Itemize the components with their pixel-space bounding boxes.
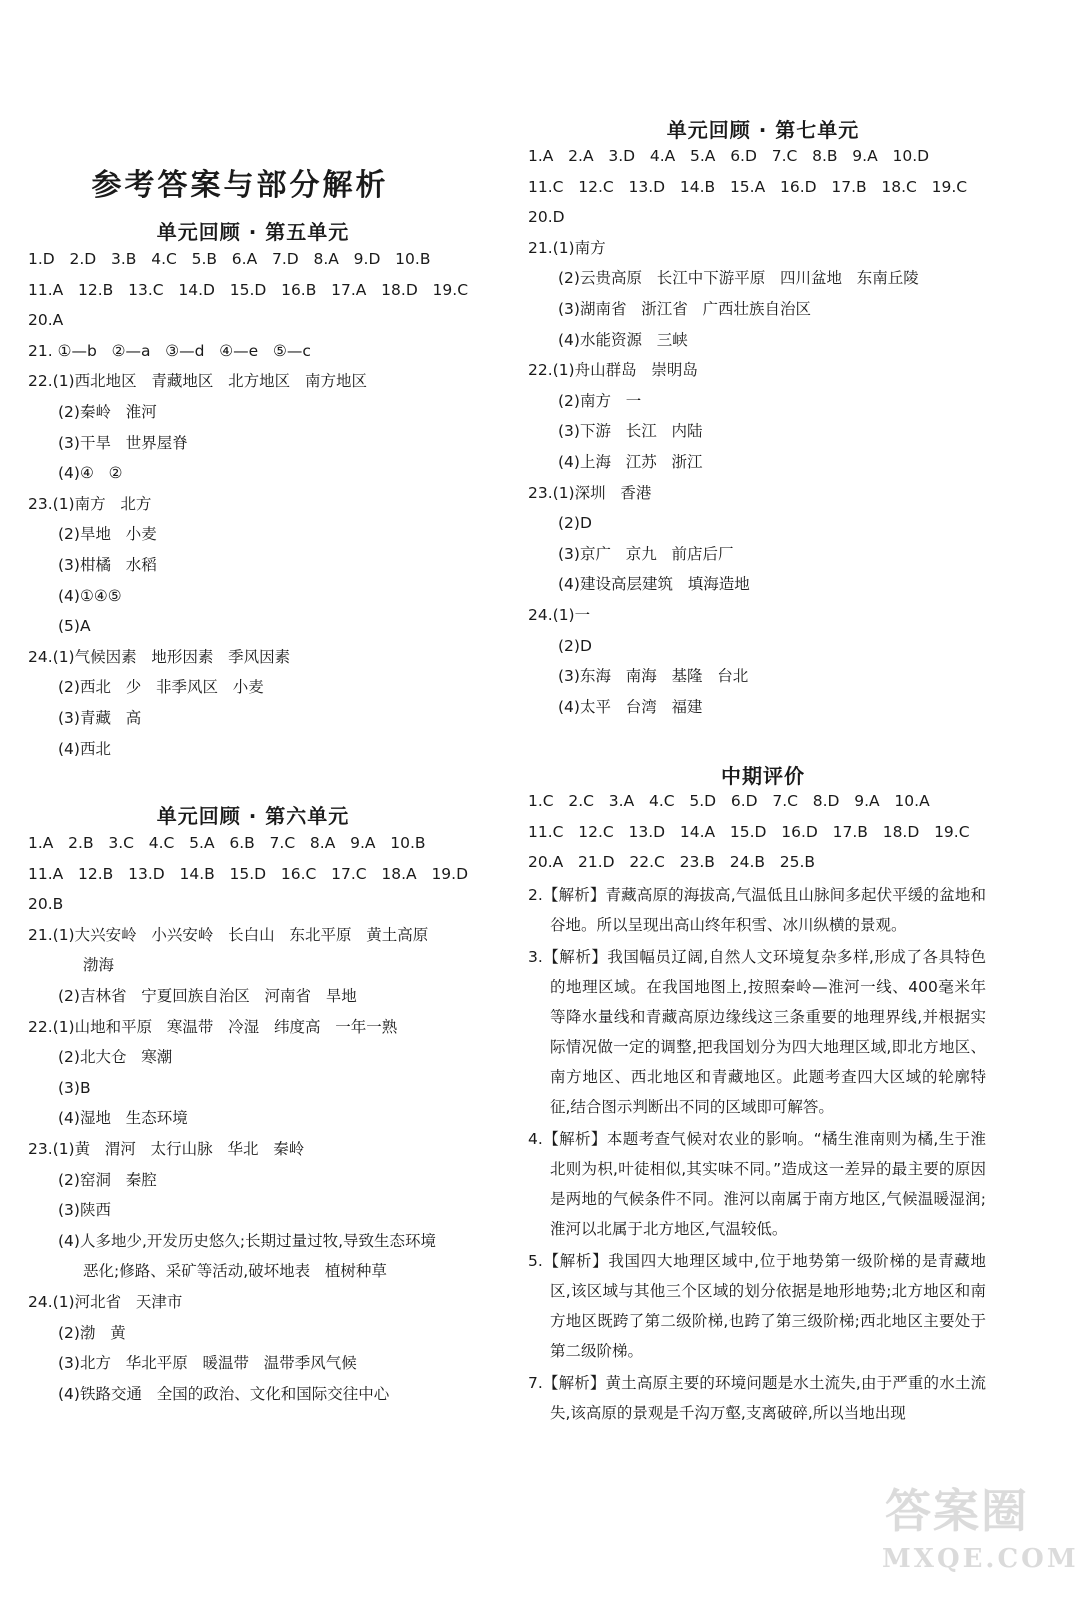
- answer-line: (3)青藏 高: [58, 708, 142, 727]
- answer-line: (2)北大仓 寒潮: [58, 1048, 173, 1067]
- answer-line: 20.A 21.D 22.C 23.B 24.B 25.B: [528, 853, 816, 872]
- answer-line: 23.(1)黄 渭河 太行山脉 华北 秦岭: [28, 1139, 305, 1158]
- answer-line: 21.(1)南方: [528, 238, 606, 257]
- answer-line: (3)B: [58, 1078, 91, 1097]
- answer-line: 11.A 12.B 13.C 14.D 15.D 16.B 17.A 18.D 19.C: [28, 280, 469, 299]
- answer-line: (2)D: [558, 514, 592, 533]
- answer-line: (3)北方 华北平原 暖温带 温带季风气候: [58, 1354, 357, 1373]
- answer-line: 1.D 2.D 3.B 4.C 5.B 6.A 7.D 8.A 9.D 10.B: [28, 250, 431, 268]
- answer-line: 20.B: [28, 895, 64, 914]
- answer-line: 1.A 2.A 3.D 4.A 5.A 6.D 7.C 8.B 9.A 10.D: [528, 147, 930, 165]
- explanation-paragraph: 3.【解析】我国幅员辽阔,自然人文环境复杂多样,形成了各具特色的地理区域。在我国地图上,按照秦岭—淮河一线、400毫米年等降水量线和青藏高原边缘线这三条重要的地理界线,并根据实际情况做一定的调整,把我国划分为四大地理区域,即北方地区、南方地区、西北地区和青藏地区。此题考查四大区域的轮廓特征,结合图示判断出不同的区域即可解答。: [528, 948, 986, 1116]
- answer-line: (2)窑洞 秦腔: [58, 1170, 157, 1189]
- answer-line: (4)西北: [58, 739, 111, 758]
- midterm-explanations: [528, 880, 986, 1430]
- answer-line: (2)D: [558, 636, 592, 655]
- answer-line: (3)干旱 世界屋脊: [58, 433, 188, 452]
- answer-line: 23.(1)南方 北方: [28, 494, 152, 513]
- answer-line: (4)水能资源 三峡: [558, 330, 688, 349]
- explanation-paragraph: 2.【解析】青藏高原的海拔高,气温低且山脉间多起伏平缓的盆地和谷地。所以呈现出高山终年积雪、冰川纵横的景观。: [528, 886, 986, 934]
- explanation-paragraph: 4.【解析】本题考查气候对农业的影响。“橘生淮南则为橘,生于淮北则为枳,叶徒相似,其实味不同。”造成这一差异的最主要的原因是两地的气候条件不同。淮河以南属于南方地区,气候温暖湿润;淮河以北属于北方地区,气温较低。: [528, 1130, 986, 1238]
- page-title: 参考答案与部分解析: [91, 168, 389, 203]
- answer-line: (4)建设高层建筑 填海造地: [558, 575, 750, 594]
- answer-line: 1.A 2.B 3.C 4.C 5.A 6.B 7.C 8.A 9.A 10.B: [28, 834, 426, 852]
- answer-line: (5)A: [58, 617, 91, 636]
- answer-line: (3)陕西: [58, 1201, 111, 1220]
- answer-line: (2)旱地 小麦: [58, 525, 157, 544]
- answer-line: 23.(1)深圳 香港: [528, 483, 652, 502]
- answer-line: (3)柑橘 水稻: [58, 555, 157, 574]
- unit5-answers: [28, 244, 468, 764]
- watermark-url: MXQE.COM: [882, 1544, 1079, 1574]
- answer-line: (4)铁路交通 全国的政治、文化和国际交往中心: [58, 1384, 390, 1403]
- answer-line: (4)人多地少,开发历史悠久;长期过量过牧,导致生态环境: [58, 1231, 437, 1250]
- answer-line: 24.(1)河北省 天津市: [28, 1292, 183, 1311]
- unit7-title: 单元回顾 · 第七单元: [666, 118, 860, 142]
- answer-line: (2)秦岭 淮河: [58, 402, 157, 421]
- explanation-paragraph: 7.【解析】黄土高原主要的环境问题是水土流失,由于严重的水土流失,该高原的景观是千沟万壑,支离破碎,所以当地出现: [528, 1374, 986, 1422]
- answer-line: 渤海: [83, 956, 115, 975]
- answer-line: 24.(1)气候因素 地形因素 季风因素: [28, 647, 291, 666]
- answer-line: 20.A: [28, 311, 64, 330]
- unit7-answers: [528, 141, 967, 722]
- answer-line: (2)云贵高原 长江中下游平原 四川盆地 东南丘陵: [558, 269, 919, 288]
- answer-line: (3)湖南省 浙江省 广西壮族自治区: [558, 299, 812, 318]
- answer-line: 22.(1)西北地区 青藏地区 北方地区 南方地区: [28, 372, 367, 391]
- answer-line: 21.(1)大兴安岭 小兴安岭 长白山 东北平原 黄土高原: [28, 925, 429, 944]
- unit5-title: 单元回顾 · 第五单元: [156, 220, 350, 244]
- answer-line: (4)上海 江苏 浙江: [558, 452, 703, 471]
- answer-line: 11.C 12.C 13.D 14.A 15.D 16.D 17.B 18.D 19.C: [528, 822, 970, 841]
- answer-line: (2)渤 黄: [58, 1323, 126, 1342]
- answer-line: (4)太平 台湾 福建: [558, 697, 703, 716]
- unit6-answers: [28, 828, 468, 1409]
- answer-line: 20.D: [528, 208, 565, 227]
- answer-line: (4)④ ②: [58, 464, 123, 483]
- unit6-title: 单元回顾 · 第六单元: [156, 804, 350, 828]
- answer-line: (2)南方 一: [558, 391, 642, 410]
- answer-line: 恶化;修路、采矿等活动,破坏地表 植树种草: [83, 1262, 387, 1281]
- midterm-title: 中期评价: [721, 764, 805, 788]
- answer-line: (4)湿地 生态环境: [58, 1109, 188, 1128]
- answer-line: (2)吉林省 宁夏回族自治区 河南省 旱地: [58, 986, 357, 1005]
- watermark-text: 答案圈: [885, 1484, 1029, 1538]
- answer-line: (3)京广 京九 前店后厂: [558, 544, 734, 563]
- watermark-logo: [882, 1480, 1079, 1590]
- answer-line: (2)西北 少 非季风区 小麦: [58, 678, 264, 697]
- answer-line: 21. ①—b ②—a ③—d ④—e ⑤—c: [28, 341, 311, 360]
- answer-line: 11.C 12.C 13.D 14.B 15.A 16.D 17.B 18.C 19.C: [528, 177, 968, 196]
- explanation-paragraph: 5.【解析】我国四大地理区域中,位于地势第一级阶梯的是青藏地区,该区域与其他三个区域的划分依据是地形地势;北方地区和南方地区既跨了第二级阶梯,也跨了第三级阶梯;西北地区主要处于第二级阶梯。: [528, 1252, 986, 1360]
- answer-line: (3)东海 南海 基隆 台北: [558, 667, 749, 686]
- answer-line: (4)①④⑤: [58, 586, 122, 605]
- midterm-answers: [528, 786, 970, 878]
- answer-line: 24.(1)一: [528, 605, 591, 624]
- answer-line: 11.A 12.B 13.D 14.B 15.D 16.C 17.C 18.A 19.D: [28, 864, 469, 883]
- answer-line: (3)下游 长江 内陆: [558, 422, 703, 441]
- answer-line: 1.C 2.C 3.A 4.C 5.D 6.D 7.C 8.D 9.A 10.A: [528, 792, 930, 810]
- answer-line: 22.(1)舟山群岛 崇明岛: [528, 361, 698, 380]
- answer-line: 22.(1)山地和平原 寒温带 冷湿 纬度高 一年一熟: [28, 1017, 398, 1036]
